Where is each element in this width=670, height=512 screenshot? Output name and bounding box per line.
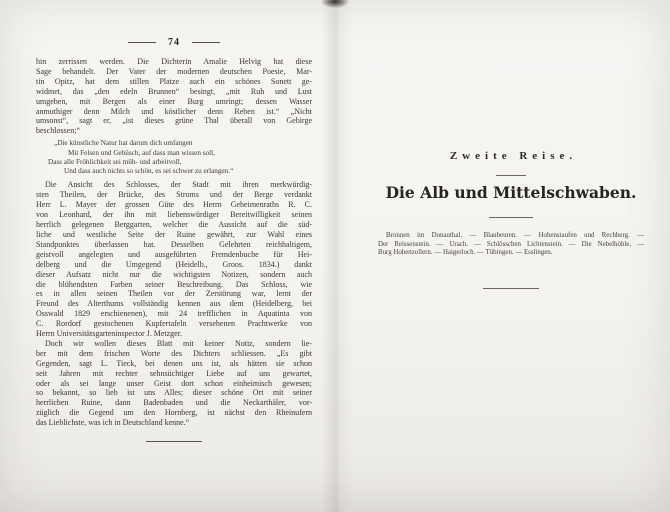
chapter-summary — [378, 232, 644, 258]
text-line: liche und westliche Seite der Ruine gewährt, zur Wahl eines — [36, 229, 312, 239]
page-number-dash-right — [192, 42, 220, 43]
text-line: C. Rordorf gestochenen Kupfertafeln versehenen Prachtwerke von — [36, 319, 312, 329]
text-line: herrlich gelegenen Berggarten, welcher die Aussicht auf die süd- — [36, 220, 312, 230]
text-line: Doch wir wollen dieses Blatt mit keiner Notiz, sondern lie- — [45, 338, 312, 348]
text-line: anmuthiger denn Milch und köstlicher denn Reben ist.“ „Nicht — [36, 106, 312, 116]
text-line: „Die künstliche Natur hat darum dich umfangen — [54, 139, 193, 148]
text-line: die blühendsten Farben seiner Beschreibung. Das Schloss, wie — [36, 279, 312, 289]
text-line: Sage behandelt. Der Vater der modernen deutschen Poesie, Mar- — [36, 66, 312, 76]
chapter-heading-rule — [496, 175, 526, 176]
text-line: dieser Aufsatz nicht nur die wichtigsten Notizen, sondern auch — [36, 269, 312, 279]
text-line: Dass alle Fröhlichkeit sei müh- und arbeitvoll, — [48, 157, 182, 166]
chapter-title-rule — [489, 217, 533, 218]
text-line: sten Theilen, der Brücke, des Stroms und der Berge verdankt — [36, 190, 312, 200]
text-line: Mit Felsen und Gebüsch, auf dass man wissen soll, — [68, 148, 215, 157]
paragraph-3 — [36, 339, 312, 428]
poem-quote — [48, 139, 312, 176]
right-page — [378, 150, 644, 289]
chapter-summary-rule — [483, 288, 539, 289]
binding-notch — [321, 0, 349, 8]
text-line: delberg und die Umgegend (Heidelb., Groos. 1834.) dankt — [36, 259, 312, 269]
text-line: seit Jahren mit rechter sehnsüchtiger Liebe auf uns gewartet, — [36, 368, 312, 378]
page-number: 74 — [168, 36, 180, 48]
text-line: Die Ansicht des Schlosses, der Stadt mit ihren merkwürdig- — [45, 180, 312, 190]
text-line: oder als sei lange unser Geist dort schon einheimisch gewesen; — [36, 378, 312, 388]
page-number-dash-left — [128, 42, 156, 43]
page-gutter-shadow — [322, 0, 352, 512]
text-line: umsonst“, sagt er, „ist dieses grüne Thal überall von Gebirge — [36, 116, 312, 126]
text-line: geistvoll angelegten und ausgeführten Fremdenbuche für Hei- — [36, 249, 312, 259]
text-line: umgeben, mit Bergen als einer Burg umringt; dessen Wasser — [36, 96, 312, 106]
text-line: Gegenden, sagt L. Tieck, bei denen uns ist, als hätten sie schon — [36, 358, 312, 368]
text-line: Freund des Alterthums vollständig kennen aus dem (Heidelberg, bei — [36, 299, 312, 309]
text-line: so bekannt, so lieb ist uns Alles; dieser schöne Ort mit seiner — [36, 388, 312, 398]
text-line: Osswald 1829 erschienenen), mit 24 trefflichen in Aquatinta von — [36, 309, 312, 319]
text-line: Standpunktes überlassen hat. Desselben Gelehrten reichhaltigem, — [36, 239, 312, 249]
text-line: beschlossen;“ — [36, 126, 80, 136]
left-page — [36, 36, 312, 442]
text-line: hin zerrissen werden. Die Dichterin Amalie Helvig hat diese — [36, 57, 312, 66]
text-line: Burg Hohenzollern. — Haigerloch. — Tübingen. — Esslingen. — [378, 249, 553, 257]
text-line: von Leonhard, der ihn mit liebenswürdiger Bereitwilligkeit seinen — [36, 210, 312, 220]
text-line: Der Reissenstein. — Urach. — Schlösschen Lichtenstein. — Die Nebelhöhle, — — [378, 240, 644, 248]
text-line: Bronnen im Donauthal. — Blaubeuren. — Hohenstaufen und Rechberg. — — [386, 232, 644, 239]
page-number-row — [36, 36, 312, 48]
text-line: das Lieblichste, was ich in Deutschland kenne.“ — [36, 418, 190, 428]
text-line: Herr L. Mayer der grossen Güte des Herrn Geheimenraths R. C. — [36, 200, 312, 210]
chapter-heading: Zweite Reise. — [449, 150, 578, 162]
text-line: tin Opitz, hat dem stillen Platze auch ein schönes Sonett ge- — [36, 76, 312, 86]
text-line: ber mit dem frischen Worte des Dichters schliessen. „Es gibt — [36, 348, 312, 358]
paragraph-2 — [36, 180, 312, 339]
text-line: Und dass auch nichts so schön, es sei schwer zu erlangen.“ — [64, 167, 234, 176]
text-line: es in allen seinen Theilen vor der Zerstörung war, lernt der — [36, 289, 312, 299]
chapter-title: Die Alb und Mittelschwaben. — [385, 183, 637, 202]
paragraph-1 — [36, 57, 312, 136]
text-line: züglich die Gegend um den Hornberg, ist nächst den Rheinufern — [36, 408, 312, 418]
section-end-rule — [146, 441, 202, 442]
text-line: herrlichen Ruine, dann Badenbaden und die Neckarthäler, vor- — [36, 398, 312, 408]
text-line: Herrn Universitätsgarteninspector J. Metzger. — [36, 329, 182, 339]
text-line: widmet, das „den edeln Brunnen“ besingt, „mit Ruh und Lust — [36, 86, 312, 96]
